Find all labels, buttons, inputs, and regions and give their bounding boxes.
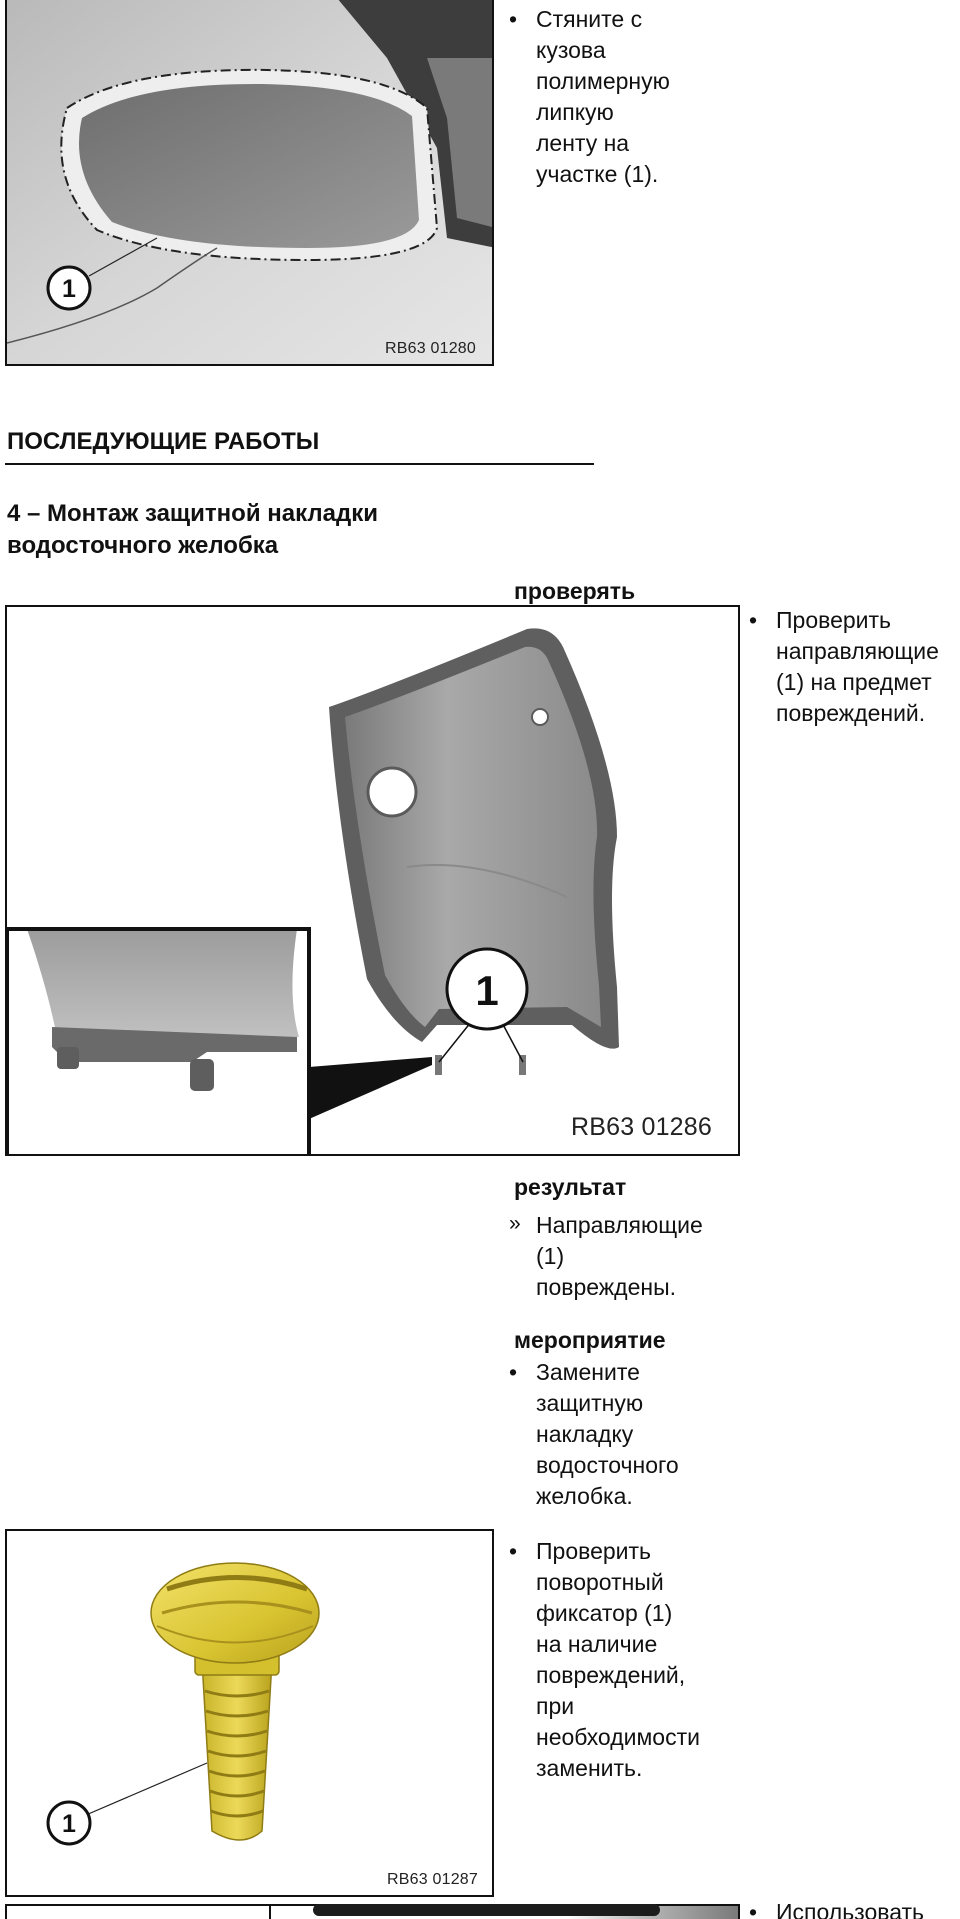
step-title: 4 – Монтаж защитной накладки водосточного желобка (7, 500, 379, 559)
result-label: результат (514, 1174, 627, 1200)
measure-bullet (509, 1357, 739, 1512)
figure-rb6301286 (5, 605, 740, 1156)
measure-text: Замените защитную накладку водосточного желобка. (536, 1359, 679, 1509)
figure-code: RB63 01280 (385, 340, 476, 357)
instruction-bullet-2 (749, 605, 959, 729)
callout-1 (447, 949, 527, 1029)
car-body-illustration (7, 0, 494, 366)
bullet-symbol: • (509, 1359, 518, 1385)
instruction-text: Стяните с кузова полимерную липкую ленту на участке (1). (536, 6, 670, 187)
bullet-symbol: • (749, 1899, 758, 1919)
figure-code: RB63 01287 (387, 1871, 478, 1888)
callout-1 (48, 1802, 90, 1844)
section-heading: ПОСЛЕДУЮЩИЕ РАБОТЫ (7, 428, 320, 455)
instruction-bullet-4 (749, 1897, 959, 1919)
svg-text:1: 1 (62, 275, 76, 303)
bullet-symbol: • (509, 1538, 518, 1564)
result-text-block (509, 1210, 739, 1303)
svg-text:1: 1 (475, 967, 499, 1014)
instruction-bullet-1 (509, 4, 709, 190)
svg-text:1: 1 (62, 1810, 76, 1838)
instruction-text: Проверить направляющие (1) на предмет повреждений. (776, 607, 939, 726)
figure-rb6301287 (5, 1529, 494, 1897)
bullet-symbol: • (509, 6, 518, 32)
instruction-bullet-3 (509, 1536, 739, 1784)
check-label: проверять (514, 578, 636, 604)
figure-code: RB63 01286 (570, 1113, 712, 1141)
gutter-trim-illustration (7, 607, 740, 1156)
measure-label: мероприятие (514, 1327, 666, 1353)
result-text: Направляющие (1) повреждены. (536, 1212, 703, 1300)
rotary-fastener-illustration (7, 1531, 494, 1897)
scroll-indicator[interactable] (313, 1904, 660, 1916)
heading-underline (5, 463, 594, 465)
instruction-text: Использовать (776, 1899, 925, 1919)
figure-rb6301280 (5, 0, 494, 366)
callout-1 (48, 267, 90, 309)
bullet-symbol: • (749, 607, 758, 633)
result-marker: » (509, 1212, 521, 1235)
instruction-text: Проверить поворотный фиксатор (1) на наличие повреждений, при необходимости заменить. (536, 1538, 700, 1781)
